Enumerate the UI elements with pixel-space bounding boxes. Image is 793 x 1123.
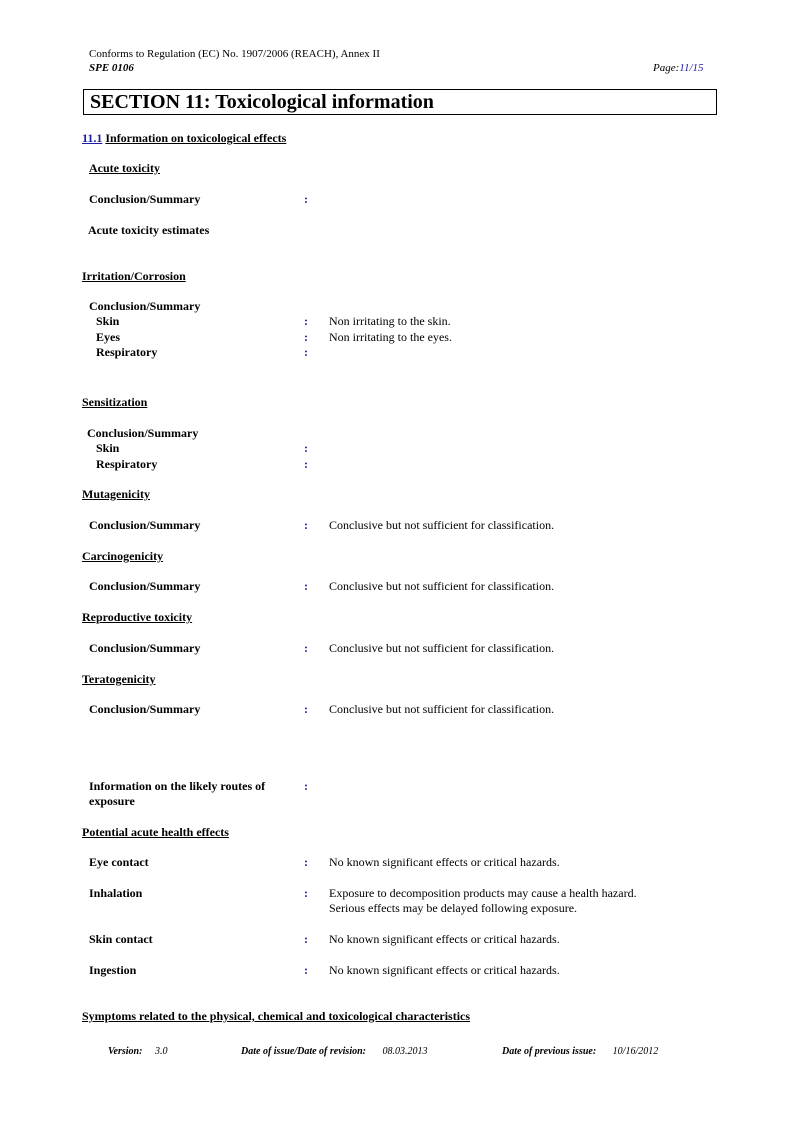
subsection-title: Information on toxicological effects [105,131,287,145]
ingestion-value: No known significant effects or critical hazards. [329,963,560,977]
irritation-conclusion-label: Conclusion/Summary [89,299,201,313]
symptoms-heading: Symptoms related to the physical, chemical and toxicological characteristics [82,1009,471,1023]
carcinogenicity-conclusion-label: Conclusion/Summary [89,579,201,593]
ingestion-label: Ingestion [89,963,137,977]
sensitization-conclusion-label: Conclusion/Summary [87,426,199,440]
sensitization-skin-colon: : [304,441,308,455]
irritation-skin-colon: : [304,314,308,328]
routes-colon: : [304,779,308,793]
mutagenicity-conclusion-label: Conclusion/Summary [89,518,201,532]
irritation-eyes-label: Eyes [96,330,120,344]
sensitization-respiratory-label: Respiratory [96,457,158,471]
subsection-number-link[interactable]: 11.1 [82,131,103,145]
eye-contact-colon: : [304,855,308,869]
irritation-respiratory-label: Respiratory [96,345,158,359]
irritation-heading: Irritation/Corrosion [82,269,186,283]
mutagenicity-value: Conclusive but not sufficient for classification. [329,518,555,532]
inhalation-colon: : [304,886,308,900]
footer-issue-date [241,1046,428,1057]
irritation-skin-label: Skin [96,314,120,328]
routes-label-line1: Information on the likely routes of [89,779,266,793]
sensitization-respiratory-colon: : [304,457,308,471]
section-title-box [83,89,717,115]
acute-conclusion-colon: : [304,192,308,206]
skin-contact-value: No known significant effects or critical hazards. [329,932,560,946]
page-indicator [653,62,704,74]
previous-date-value: 10/16/2012 [612,1046,659,1057]
teratogenicity-colon: : [304,702,308,716]
sensitization-heading: Sensitization [82,395,148,409]
previous-date-label: Date of previous issue: [502,1046,597,1057]
reproductive-conclusion-label: Conclusion/Summary [89,641,201,655]
sensitization-skin-label: Skin [96,441,120,455]
version-label: Version: [108,1046,143,1057]
ingestion-colon: : [304,963,308,977]
teratogenicity-conclusion-label: Conclusion/Summary [89,702,201,716]
irritation-skin-value: Non irritating to the skin. [329,314,451,328]
reproductive-heading: Reproductive toxicity [82,610,193,624]
regulation-text: Conforms to Regulation (EC) No. 1907/2006 (REACH), Annex II [89,48,380,60]
acute-toxicity-heading: Acute toxicity [89,161,160,175]
product-code: SPE 0106 [89,62,134,74]
teratogenicity-heading: Teratogenicity [82,672,156,686]
carcinogenicity-value: Conclusive but not sufficient for classification. [329,579,555,593]
section-title: SECTION 11: Toxicological information [90,91,434,113]
footer-version [108,1046,167,1057]
carcinogenicity-heading: Carcinogenicity [82,549,164,563]
acute-conclusion-label: Conclusion/Summary [89,192,201,206]
page-number: 11/15 [679,62,704,74]
inhalation-label: Inhalation [89,886,143,900]
carcinogenicity-colon: : [304,579,308,593]
teratogenicity-value: Conclusive but not sufficient for classification. [329,702,555,716]
page-label: Page: [653,62,680,74]
routes-label-line2: exposure [89,794,135,808]
footer-previous-date [502,1046,658,1057]
issue-date-label: Date of issue/Date of revision: [241,1046,366,1057]
reproductive-value: Conclusive but not sufficient for classification. [329,641,555,655]
irritation-respiratory-colon: : [304,345,308,359]
skin-contact-label: Skin contact [89,932,153,946]
skin-contact-colon: : [304,932,308,946]
subsection-heading [82,131,286,146]
eye-contact-value: No known significant effects or critical hazards. [329,855,560,869]
irritation-eyes-value: Non irritating to the eyes. [329,330,452,344]
irritation-eyes-colon: : [304,330,308,344]
issue-date-value: 08.03.2013 [382,1046,428,1057]
mutagenicity-heading: Mutagenicity [82,487,150,501]
inhalation-value-line1: Exposure to decomposition products may cause a health hazard. [329,886,637,900]
acute-health-heading: Potential acute health effects [82,825,229,839]
reproductive-colon: : [304,641,308,655]
eye-contact-label: Eye contact [89,855,149,869]
inhalation-value-line2: Serious effects may be delayed following exposure. [329,901,578,915]
version-value: 3.0 [154,1046,168,1057]
mutagenicity-colon: : [304,518,308,532]
acute-estimates-label: Acute toxicity estimates [88,223,210,237]
